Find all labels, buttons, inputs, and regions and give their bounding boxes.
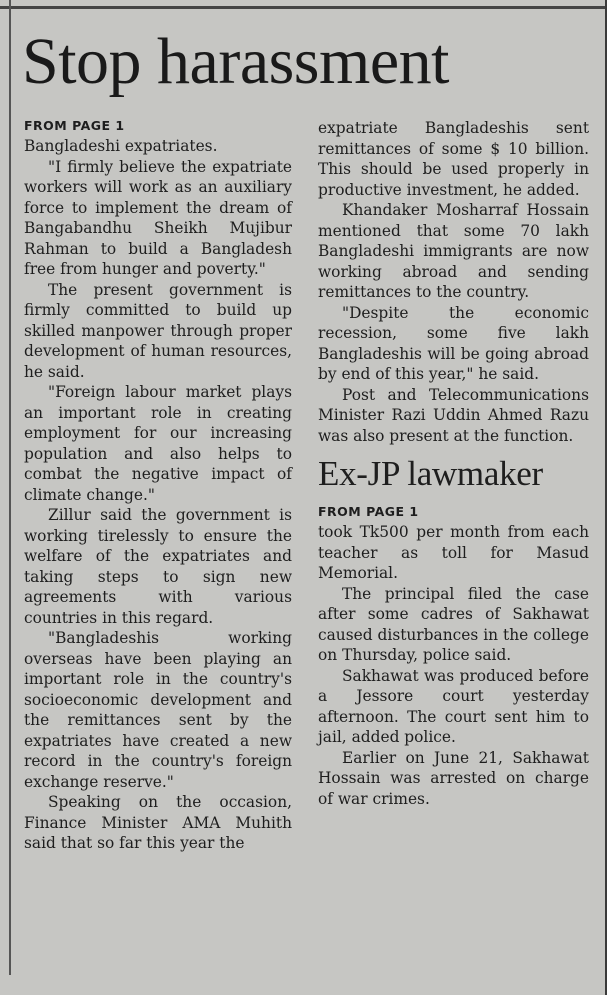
paragraph: Speaking on the occasion, Finance Minister AMA Muhith said that so far this year the <box>24 793 292 852</box>
paragraph: Post and Telecommunications Minister Razi Uddin Ahmed Razu was also present at the function. <box>318 385 589 445</box>
paragraph: The principal filed the case after some cadres of Sakhawat caused disturbances in the college on Thursday, police said. <box>318 584 589 664</box>
headline: Stop harassment <box>22 25 449 98</box>
paragraph: Sakhawat was produced before a Jessore court yesterday afternoon. The court sent him to jail, added police. <box>318 666 589 746</box>
top-rule <box>0 6 607 9</box>
paragraph: "Despite the economic recession, some five lakh Bangladeshis will be going abroad by end of this year," he said. <box>318 303 589 383</box>
paragraph: expatriate Bangladeshis sent remittances of some $ 10 billion. This should be used properly in productive investment, he added. <box>318 119 589 199</box>
from-page-label: FROM PAGE 1 <box>318 504 419 519</box>
left-column-rule <box>9 0 11 975</box>
left-column <box>24 118 292 854</box>
paragraph: "Foreign labour market plays an important role in creating employment for our increasing population and also helps to combat the negative impact of climate change." <box>24 383 292 504</box>
paragraph: "Bangladeshis working overseas have been playing an important role in the country's socioeconomic development and the remittances sent by the expatriates have created a new record in the country's foreign exchange reserve." <box>24 629 292 791</box>
second-story-headline: Ex-JP lawmaker <box>318 454 543 493</box>
paragraph: The present government is firmly committed to build up skilled manpower through proper development of human resources, he said. <box>24 280 292 381</box>
paragraph: Bangladeshi expatriates. <box>24 137 218 155</box>
paragraph: Zillur said the government is working tirelessly to ensure the welfare of the expatriates and taking steps to sign new agreements with various countries in this regard. <box>24 506 292 627</box>
paragraph: took Tk500 per month from each teacher as toll for Masud Memorial. <box>318 523 589 582</box>
paragraph: Khandaker Mosharraf Hossain mentioned that some 70 lakh Bangladeshi immigrants are now working abroad and sending remittances to the country. <box>318 201 589 301</box>
right-column <box>318 118 589 809</box>
paragraph: "I firmly believe the expatriate workers will work as an auxiliary force to implement the dream of Bangabandhu Sheikh Mujibur Rahman to build a Bangladesh free from hunger and poverty." <box>24 157 292 278</box>
paragraph: Earlier on June 21, Sakhawat Hossain was arrested on charge of war crimes. <box>318 748 589 808</box>
from-page-label: FROM PAGE 1 <box>24 118 125 133</box>
